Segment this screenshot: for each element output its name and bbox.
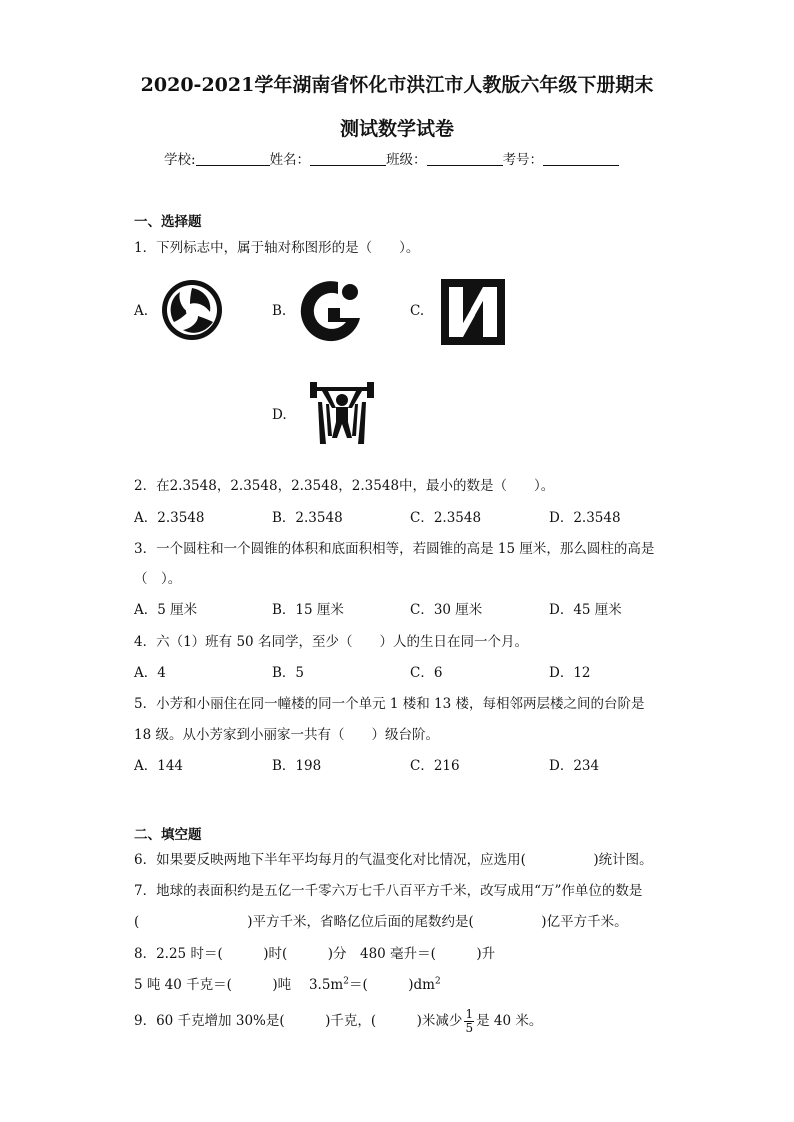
q9-fraction [464, 1008, 474, 1035]
q2-option-b: B．2.3548 [272, 510, 343, 526]
q9-part2: 是 40 米。 [476, 1013, 543, 1029]
name-blank [310, 151, 386, 166]
q9-fraction-numerator: 1 [465, 1007, 474, 1021]
q1-option-c-label: C. [410, 303, 425, 319]
paper-title-line2: 测试数学试卷 [339, 118, 454, 140]
q3-option-a: A．5 厘米 [134, 602, 198, 618]
section-heading-fill-in: 二、填空题 [134, 827, 202, 843]
q2-option-a: A．2.3548 [134, 510, 205, 526]
q8-line2-part1: 5 吨 40 千克＝( )吨 3.5m [134, 977, 344, 993]
q5-option-a: A．144 [134, 758, 184, 774]
q1-option-a-label: A. [134, 303, 149, 319]
swirl-logo-icon [160, 278, 224, 342]
q2-option-d: D．2.3548 [549, 510, 621, 526]
question-8-line1: 8．2.25 时＝( )时( )分 480 毫升＝( )升 [134, 946, 496, 962]
square-n-logo-icon [441, 279, 505, 345]
q5-option-d: D．234 [549, 758, 600, 774]
q4-option-d: D．12 [549, 665, 591, 681]
q2-option-c: C．2.3548 [410, 510, 482, 526]
q9-part1: 9．60 千克增加 30%是( )千克，( )米减少 [134, 1013, 463, 1029]
question-1-stem: 1．下列标志中，属于轴对称图形的是（ ）。 [134, 240, 420, 256]
class-blank [427, 151, 503, 166]
question-4-stem: 4．六（1）班有 50 名同学，至少（ ）人的生日在同一个月。 [134, 634, 528, 650]
question-2-stem: 2．在2.3548，2.3548，2.3548，2.3548中，最小的数是（ ）。 [134, 478, 555, 494]
q8-superscript-1: 2 [343, 976, 349, 987]
q3-option-b: B．15 厘米 [272, 602, 344, 618]
question-7-line2: ( )平方千米，省略亿位后面的尾数约是( )亿平方千米。 [134, 914, 628, 930]
q1-option-b-label: B. [272, 303, 287, 319]
question-5-stem-line2: 18 级。从小芳家到小丽家一共有（ ）级台阶。 [134, 727, 439, 743]
q1-option-d-label: D. [272, 407, 287, 423]
question-3-stem-line1: 3．一个圆柱和一个圆锥的体积和底面积相等，若圆锥的高是 15 厘米，那么圆柱的高是 [134, 541, 655, 557]
name-label: 姓名： [269, 152, 311, 168]
paper-title-line1: 2020-2021学年湖南省怀化市洪江市人教版六年级下册期末 [140, 74, 654, 96]
question-7-line1: 7．地球的表面积约是五亿一千零六万七千八百平方千米，改写成用“万”作单位的数是 [134, 883, 643, 899]
question-8-line2 [134, 973, 441, 993]
q4-option-b: B．5 [272, 665, 305, 681]
q5-option-b: B．198 [272, 758, 322, 774]
section-heading-choice: 一、选择题 [134, 214, 202, 230]
student-info-row [164, 148, 619, 168]
question-9 [134, 1008, 542, 1035]
q4-option-c: C．6 [410, 665, 443, 681]
class-label: 班级： [386, 152, 427, 168]
weightlifter-logo-icon [306, 376, 378, 448]
question-6: 6．如果要反映两地下半年平均每月的气温变化对比情况，应选用( )统计图。 [134, 852, 653, 868]
question-3-stem-line2: （ ）。 [134, 571, 182, 587]
q8-superscript-2: 2 [434, 976, 441, 987]
exam-no-label: 考号： [502, 152, 544, 168]
q3-option-d: D．45 厘米 [549, 602, 622, 618]
g-logo-icon [298, 278, 366, 344]
school-label: 学校: [164, 152, 196, 168]
question-5-stem-line1: 5．小芳和小丽住在同一幢楼的同一个单元 1 楼和 13 楼，每相邻两层楼之间的台阶是 [134, 696, 645, 712]
school-blank [196, 151, 270, 166]
q8-line2-part2: ＝( )dm [348, 977, 435, 993]
q9-fraction-denominator: 5 [465, 1021, 474, 1035]
q3-option-c: C．30 厘米 [410, 602, 483, 618]
exam-no-blank [543, 151, 619, 166]
q4-option-a: A．4 [134, 665, 166, 681]
q5-option-c: C．216 [410, 758, 460, 774]
